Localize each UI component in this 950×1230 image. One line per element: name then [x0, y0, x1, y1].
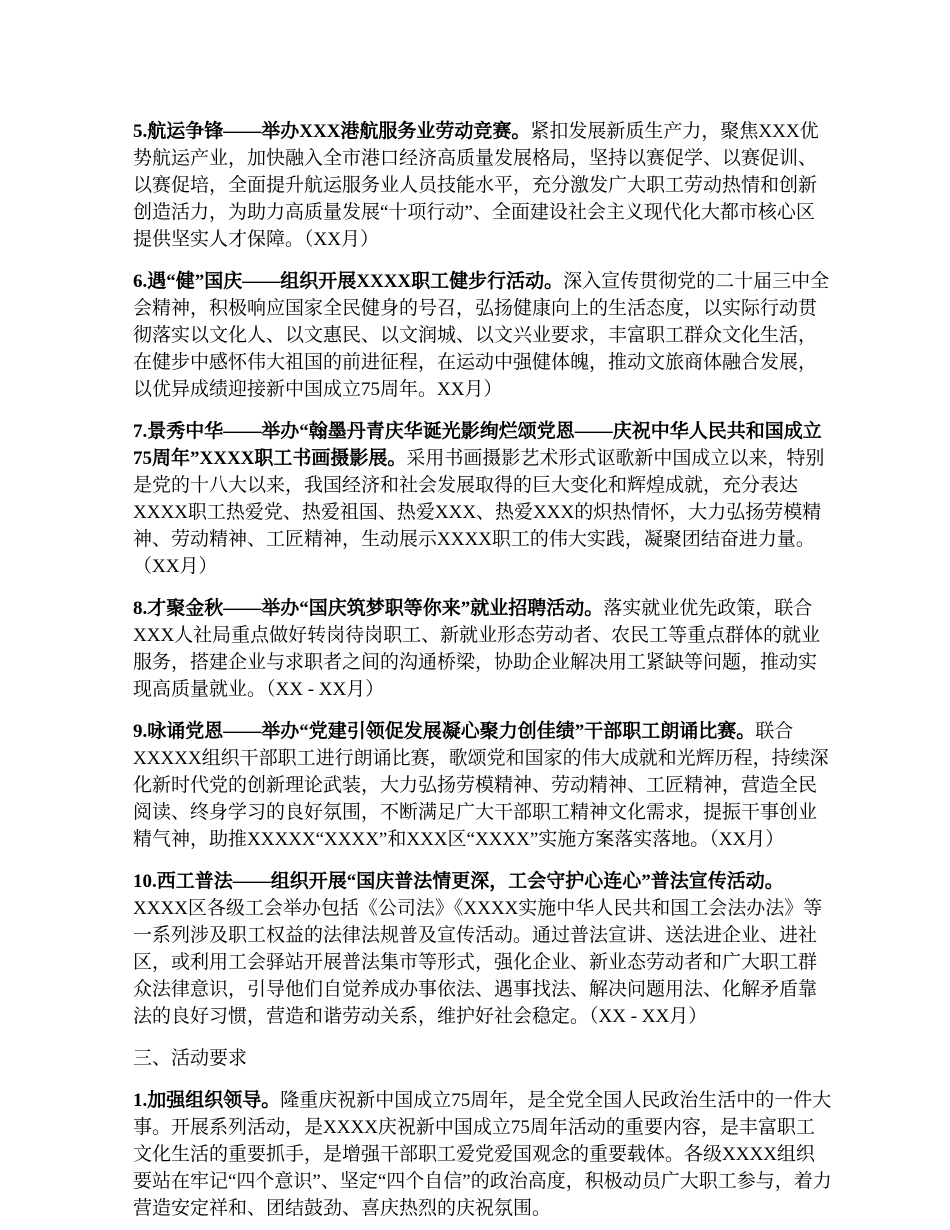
paragraph-requirement-1-body: 隆重庆祝新中国成立75周年，是全党全国人民政治生活中的一件大事。开展系列活动，是XXXX庆祝新中国成立75周年活动的重要内容，是丰富职工文化生活的重要抓手，是增强干部职工爱党爱国观念的重要载体。各级XXXX组织要站在牢记“四个意识”、坚定“四个自信”的政治高度，积极动员广大职工参与，着力营造安定祥和、团结鼓劲、喜庆热烈的庆祝氛围。 — [133, 1090, 832, 1219]
paragraph-activity-6-body: 深入宣传贯彻党的二十届三中全会精神，积极响应国家全民健身的号召，弘扬健康向上的生活态度，以实际行动贯彻落实以文化人、以文惠民、以文润城、以文兴业要求，丰富职工群众文化生活，在健步中感怀伟大祖国的前进征程，在运动中强健体魄，推动文旅商体融合发展，以优异成绩迎接新中国成立75周年。XX月） — [133, 271, 830, 400]
paragraph-activity-9-body: 联合XXXXX组织干部职工进行朗诵比赛，歌颂党和国家的伟大成就和光辉历程，持续深化新时代党的创新理论武装，大力弘扬劳模精神、劳动精神、工匠精神，营造全民阅读、终身学习的良好氛围，不断满足广大干部职工精神文化需求，提振干事创业精气神，助推XXXXX“XXXX”和XXX区“XXXX”实施方案落实落地。（XX月） — [133, 721, 829, 850]
paragraph-activity-6 — [133, 268, 832, 403]
paragraph-activity-8-lead: 8.才聚金秋——举办“国庆筑梦职等你来”就业招聘活动。 — [133, 598, 604, 619]
paragraph-activity-7 — [133, 418, 832, 580]
section-heading-requirements: 三、活动要求 — [133, 1048, 248, 1069]
paragraph-activity-10 — [133, 868, 832, 1030]
paragraph-activity-5-body: 紧扣发展新质生产力，聚焦XXX优势航运产业，加快融入全市港口经济高质量发展格局，坚持以赛促学、以赛促训、以赛促培，全面提升航运服务业人员技能水平，充分激发广大职工劳动热情和创新创造活力，为助力高质量发展“十项行动”、全面建设社会主义现代化大都市核心区提供坚实人才保障。（XX月） — [133, 121, 819, 250]
paragraph-activity-8-body: 落实就业优先政策，联合XXX人社局重点做好转岗待岗职工、新就业形态劳动者、农民工等重点群体的就业服务，搭建企业与求职者之间的沟通桥梁，协助企业解决用工紧缺等问题，推动实现高质量就业。（XX - XX月） — [133, 598, 821, 700]
paragraph-activity-5-lead: 5.航运争锋——举办XXX港航服务业劳动竞赛。 — [133, 121, 531, 142]
paragraph-requirement-1-lead: 1.加强组织领导。 — [133, 1090, 281, 1111]
paragraph-activity-8 — [133, 595, 832, 703]
paragraph-activity-6-lead: 6.遇“健”国庆——组织开展XXXX职工健步行活动。 — [133, 271, 564, 292]
paragraph-requirement-1 — [133, 1087, 832, 1222]
paragraph-activity-5 — [133, 118, 832, 253]
paragraph-activity-7-lead: 7.景秀中华——举办“翰墨丹青庆华诞光影绚烂颂党恩——庆祝中华人民共和国成立75周年”XXXX职工书画摄影展。 — [133, 421, 822, 469]
document-content — [133, 118, 832, 1230]
paragraph-activity-10-body: XXXX区各级工会举办包括《公司法》《XXXX实施中华人民共和国工会法办法》等一系列涉及职工权益的法律法规普及宣传活动。通过普法宣讲、送法进企业、进社区，或利用工会驿站开展普法集市等形式，强化企业、新业态劳动者和广大职工群众法律意识，引导他们自觉养成办事依法、遇事找法、解决问题用法、化解矛盾靠法的良好习惯，营造和谐劳动关系，维护好社会稳定。（XX - XX月） — [133, 898, 823, 1027]
paragraph-activity-10-lead: 10.西工普法——组织开展“国庆普法情更深，工会守护心连心”普法宣传活动。 — [133, 871, 784, 892]
paragraph-activity-7-body: 采用书画摄影艺术形式讴歌新中国成立以来，特别是党的十八大以来，我国经济和社会发展取得的巨大变化和辉煌成就，充分表达XXXX职工热爱党、热爱祖国、热爱XXX、热爱XXX的炽热情怀，大力弘扬劳模精神、劳动精神、工匠精神，生动展示XXXX职工的伟大实践，凝聚团结奋进力量。（XX月） — [133, 448, 825, 577]
paragraph-activity-9 — [133, 718, 832, 853]
paragraph-activity-9-lead: 9.咏诵党恩——举办“党建引领促发展凝心聚力创佳绩”干部职工朗诵比赛。 — [133, 721, 756, 742]
